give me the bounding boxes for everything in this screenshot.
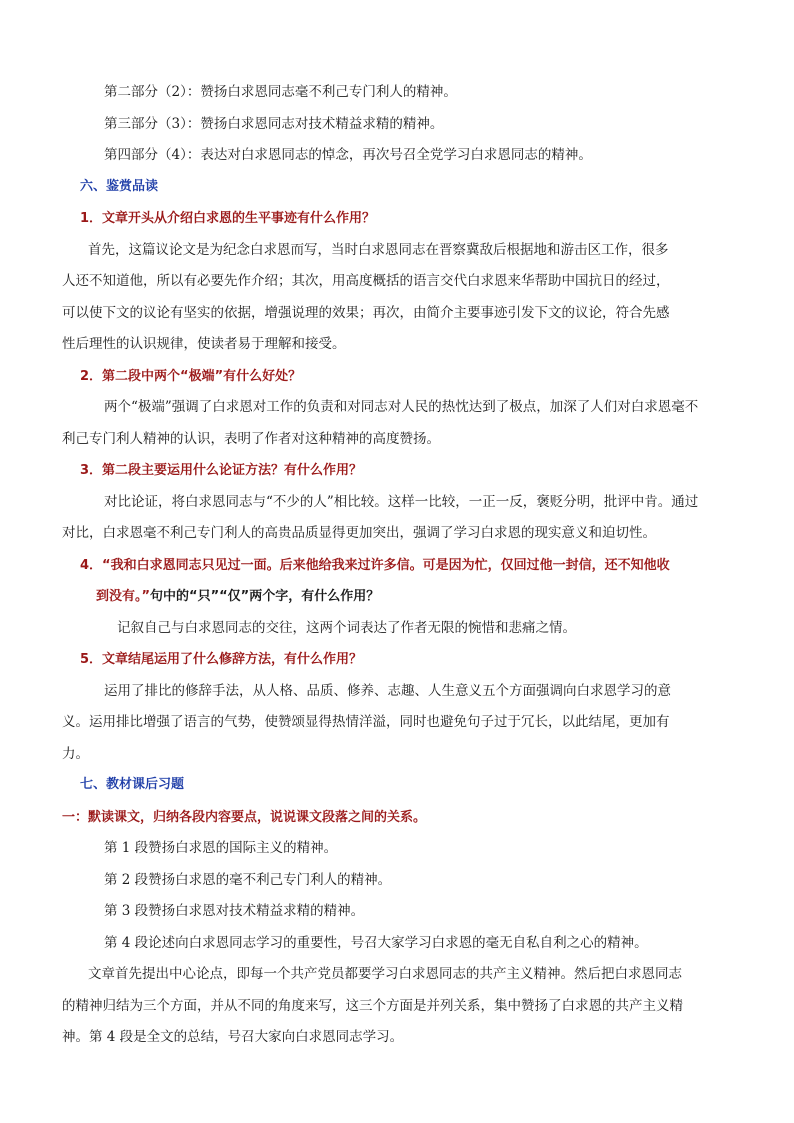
question-2-title: 第二段中两个“极端”有什么好处？ — [102, 369, 302, 384]
question-3-title: 第二段主要运用什么论证方法？有什么作用？ — [102, 463, 363, 478]
question-2-number: 2． — [80, 369, 103, 384]
section-6-heading: 六、鉴赏品读 — [80, 179, 159, 194]
exercise-1-point-4: 第 4 段论述向白求恩同志学习的重要性，号召大家学习白求恩的毫无自私自利之心的精神。 — [104, 935, 648, 951]
answer-3-line-2: 对比，白求恩毫不利己专门利人的高贵品质显得更加突出，强调了学习白求恩的现实意义和迫切性。 — [62, 525, 656, 541]
question-1 — [80, 209, 375, 228]
exercise-1-title: 默读课文，归纳各段内容要点，说说课文段落之间的关系。 — [88, 810, 427, 825]
part-2-line: 第二部分（2）：赞扬白求恩同志毫不利己专门利人的精神。 — [104, 84, 457, 100]
question-3-number: 3． — [80, 463, 103, 478]
question-5 — [80, 650, 362, 669]
exercise-1-point-3: 第 3 段赞扬白求恩对技术精益求精的精神。 — [104, 903, 365, 919]
answer-4-line-1: 记叙自己与白求恩同志的交往，这两个词表达了作者无限的惋惜和悲痛之情。 — [117, 620, 576, 636]
answer-1-line-1: 首先，这篇议论文是为纪念白求恩而写，当时白求恩同志在晋察冀敌后根据地和游击区工作，很多 — [88, 242, 669, 258]
answer-1-line-3: 可以使下文的议论有坚实的依据，增强说理的效果；再次，由简介主要事迹引发下文的议论，符合先感 — [62, 305, 670, 321]
question-4-line-2 — [96, 587, 379, 606]
question-4-quote-end: 到没有。” — [96, 589, 151, 604]
part-4-line: 第四部分（4）：表达对白求恩同志的悼念，再次号召全党学习白求恩同志的精神。 — [104, 147, 592, 163]
exercise-1-summary-line-1: 文章首先提出中心论点，即每一个共产党员都要学习白求恩同志的共产主义精神。然后把白求恩同志 — [88, 966, 682, 982]
question-1-title: 文章开头从介绍白求恩的生平事迹有什么作用？ — [102, 211, 376, 226]
part-3-line: 第三部分（3）：赞扬白求恩同志对技术精益求精的精神。 — [104, 116, 444, 132]
question-1-number: 1． — [80, 211, 103, 226]
question-4-tail: 句中的“只”“仅”两个字，有什么作用？ — [150, 589, 380, 604]
exercise-1 — [62, 808, 426, 827]
answer-5-line-2: 义。运用排比增强了语言的气势，使赞颂显得热情洋溢，同时也避免句子过于冗长，以此结尾，更加有 — [62, 714, 670, 730]
question-2 — [80, 367, 301, 386]
question-3 — [80, 461, 362, 480]
exercise-1-point-2: 第 2 段赞扬白求恩的毫不利己专门利人的精神。 — [104, 872, 392, 888]
section-7-heading: 七、教材课后习题 — [80, 777, 185, 792]
question-5-title: 文章结尾运用了什么修辞方法，有什么作用？ — [102, 652, 363, 667]
exercise-1-point-1: 第 1 段赞扬白求恩的国际主义的精神。 — [104, 840, 338, 856]
answer-3-line-1: 对比论证，将白求恩同志与“不少的人”相比较。这样一比较，一正一反，褒贬分明，批评中肯。通过 — [104, 494, 699, 510]
question-4-quote: “我和白求恩同志只见过一面。后来他给我来过许多信。可是因为忙，仅回过他一封信，还不知他收 — [102, 558, 670, 573]
answer-2-line-2: 利己专门利人精神的认识，表明了作者对这种精神的高度赞扬。 — [62, 431, 440, 447]
answer-5-line-1: 运用了排比的修辞手法，从人格、品质、修养、志趣、人生意义五个方面强调向白求恩学习的意 — [104, 683, 671, 699]
exercise-1-summary-line-3: 神。第 4 段是全文的总结，号召大家向白求恩同志学习。 — [62, 1029, 404, 1045]
exercise-1-summary-line-2: 的精神归结为三个方面，并从不同的角度来写，这三个方面是并列关系，集中赞扬了白求恩的共产主义精 — [62, 998, 683, 1014]
answer-5-line-3: 力。 — [62, 746, 89, 762]
answer-1-line-2: 人还不知道他，所以有必要先作介绍；其次，用高度概括的语言交代白求恩来华帮助中国抗日的经过， — [62, 273, 670, 289]
question-4 — [80, 556, 670, 575]
exercise-1-number: 一： — [62, 810, 89, 825]
question-4-number: 4． — [80, 558, 103, 573]
answer-1-line-4: 性后理性的认识规律，使读者易于理解和接受。 — [62, 336, 346, 352]
answer-2-line-1: 两个“极端”强调了白求恩对工作的负责和对同志对人民的热忱达到了极点，加深了人们对白求恩毫不 — [104, 399, 699, 415]
question-5-number: 5． — [80, 652, 103, 667]
